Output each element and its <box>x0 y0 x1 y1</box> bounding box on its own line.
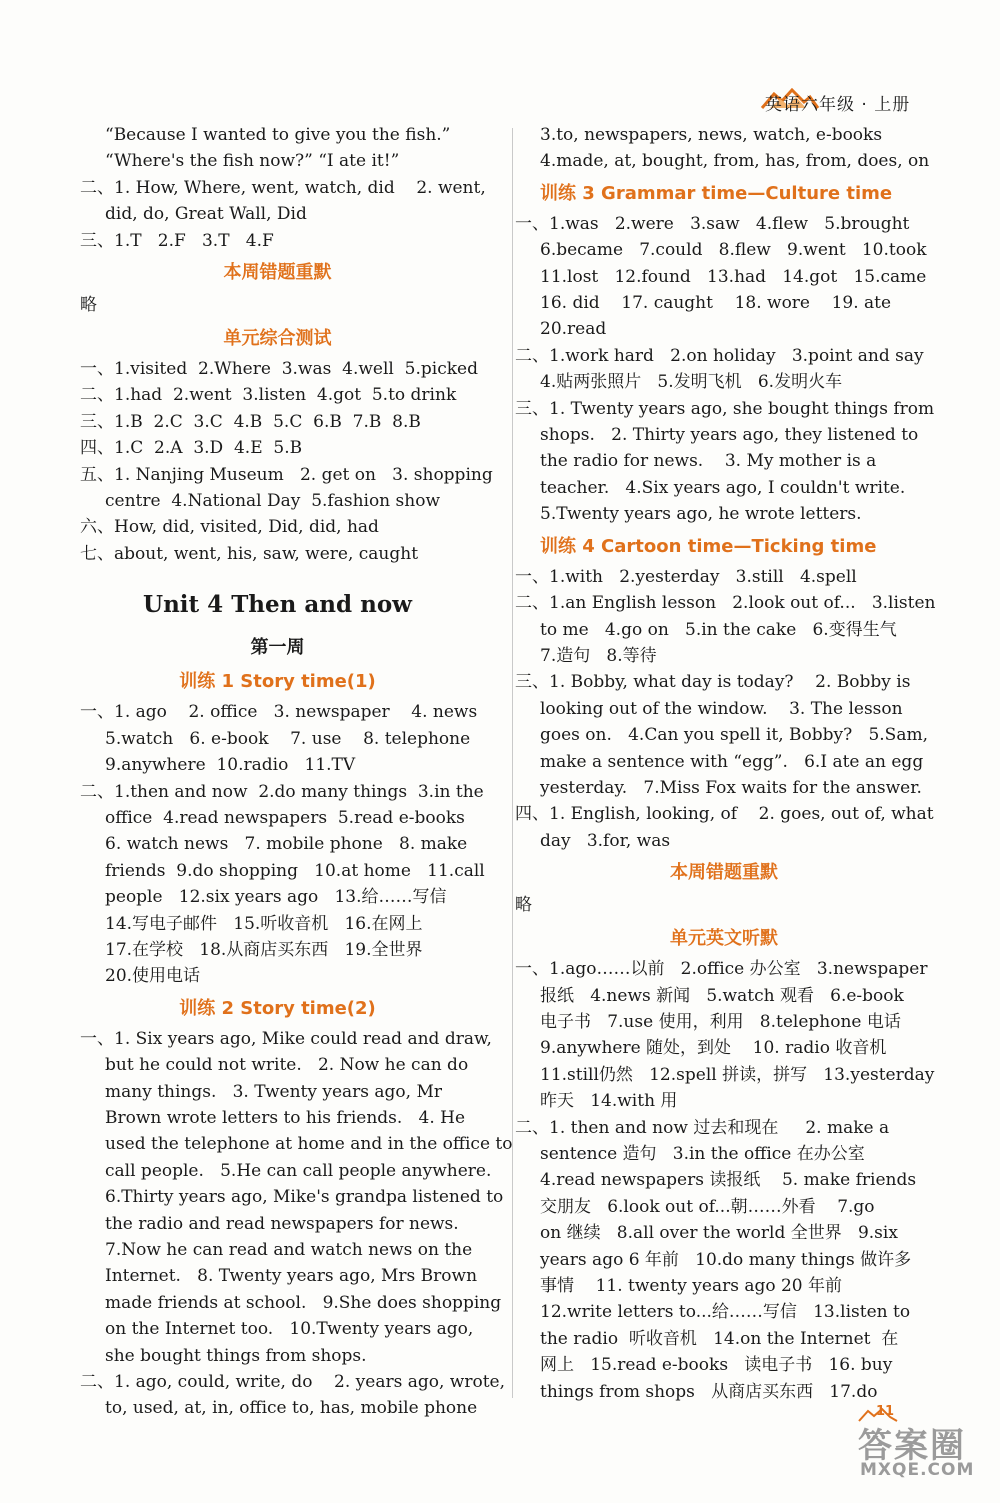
answer-line: people 12.six years ago 13.给……写信 <box>105 887 447 908</box>
section-title-training-2: 训练 2 Story time(2) <box>179 997 376 1019</box>
answer-line: on the Internet too. 10.Twenty years ago, <box>105 1319 474 1340</box>
watermark-url: MXQE.COM <box>860 1460 975 1480</box>
answer-line: 一、1.with 2.yesterday 3.still 4.spell <box>515 566 857 587</box>
answer-line: 4.made, at, bought, from, has, from, does, on <box>540 151 930 172</box>
answer-line: the radio for news. 3. My mother is a <box>540 451 877 472</box>
answer-line: centre 4.National Day 5.fashion show <box>105 491 440 512</box>
answer-line: 4.read newspapers 读报纸 5. make friends <box>540 1170 917 1191</box>
answer-line: 二、1.had 2.went 3.listen 4.got 5.to drink <box>80 385 457 406</box>
answer-line: the radio 听收音机 14.on the Internet 在 <box>540 1328 899 1349</box>
answer-line: day 3.for, was <box>540 830 671 851</box>
section-title-training-1: 训练 1 Story time(1) <box>179 671 376 693</box>
section-title-training-3: 训练 3 Grammar time—Culture time <box>540 182 893 204</box>
answer-line: the radio and read newspapers for news. <box>105 1213 459 1234</box>
answer-line: 五、1. Nanjing Museum 2. get on 3. shopping <box>80 464 493 485</box>
answer-line: 四、1. English, looking, of 2. goes, out of, what <box>515 804 934 825</box>
unit-test-answers <box>80 356 493 567</box>
book-title: 英语六年级 · 上册 <box>765 95 911 115</box>
answer-line: “Because I wanted to give you the fish.” <box>105 125 451 145</box>
answer-line: 报纸 4.news 新闻 5.watch 观看 6.e-book <box>540 985 904 1006</box>
answer-line: 网上 15.read e-books 读电子书 16. buy <box>540 1355 893 1376</box>
answer-line: 二、1. ago, could, write, do 2. years ago, wrote, <box>80 1372 506 1393</box>
answer-block-top-right <box>515 122 933 175</box>
answer-line: many things. 3. Twenty years ago, Mr <box>105 1081 443 1102</box>
answer-line: 6.Thirty years ago, Mike's grandpa listened to <box>105 1187 504 1208</box>
answer-line: used the telephone at home and in the office to <box>105 1134 513 1155</box>
week-title: 第一周 <box>250 637 305 659</box>
answer-line: shops. 2. Thirty years ago, they listened to <box>540 425 919 446</box>
answer-line: on 继续 8.all over the world 全世界 9.six <box>540 1223 898 1244</box>
answer-line: 20.使用电话 <box>105 966 201 987</box>
answer-line: to, used, at, in, office to, has, mobile phone <box>105 1398 478 1419</box>
answer-line: 9.anywhere 随处，到处 10. radio 收音机 <box>540 1038 887 1059</box>
section-title-unit-test: 单元综合测试 <box>223 328 332 350</box>
answer-line: 一、1. ago 2. office 3. newspaper 4. news <box>80 702 478 723</box>
answer-block-top <box>80 122 486 254</box>
answer-line: 三、1. Bobby, what day is today? 2. Bobby is <box>515 672 911 693</box>
answer-line: 二、1.work hard 2.on holiday 3.point and say <box>515 345 924 366</box>
answer-line: 5.Twenty years ago, he wrote letters. <box>540 504 862 525</box>
answer-line: 电子书 7.use 使用，利用 8.telephone 电话 <box>540 1011 901 1032</box>
answer-line: Brown wrote letters to his friends. 4. He <box>105 1107 466 1128</box>
answer-line: 一、1.ago……以前 2.office 办公室 3.newspaper <box>515 959 928 980</box>
answer-line: 6.became 7.could 8.flew 9.went 10.took <box>540 240 927 261</box>
answer-line: 6. watch news 7. mobile phone 8. make <box>105 834 468 855</box>
training-2-answers <box>80 1026 513 1422</box>
answer-line: looking out of the window. 3. The lesson <box>540 698 903 719</box>
answer-line: friends 9.do shopping 10.at home 11.call <box>105 860 485 881</box>
right-column <box>515 122 936 1405</box>
answer-line: 4.贴两张照片 5.发明飞机 6.发明火车 <box>540 372 843 393</box>
section-title-weekly-errors: 本周错题重默 <box>223 262 332 284</box>
answer-line: 12.write letters to...给……写信 13.listen to <box>540 1302 911 1323</box>
answer-line: 7.造句 8.等待 <box>540 645 657 666</box>
answer-line: she bought things from shops. <box>105 1345 367 1366</box>
answer-line: “Where's the fish now?” “I ate it!” <box>105 151 400 172</box>
answer-line: 20.read <box>540 319 607 340</box>
section-title-dictation: 单元英文听默 <box>670 928 778 950</box>
answer-line: 四、1.C 2.A 3.D 4.E 5.B <box>80 438 303 459</box>
answer-line: 二、1. How, Where, went, watch, did 2. went, <box>80 177 486 198</box>
answer-line: to me 4.go on 5.in the cake 6.变得生气 <box>540 619 897 640</box>
answer-line: teacher. 4.Six years ago, I couldn't write. <box>540 477 906 498</box>
training-3-answers <box>515 211 933 528</box>
answer-line: 三、1.B 2.C 3.C 4.B 5.C 6.B 7.B 8.B <box>80 411 421 432</box>
answer-line: 昨天 14.with 用 <box>540 1091 678 1112</box>
omitted-note: 略 <box>515 895 532 916</box>
page-number: 11 <box>876 1404 895 1419</box>
answer-line: 一、1. Six years ago, Mike could read and draw, <box>80 1028 492 1049</box>
answer-line: 六、How, did, visited, Did, did, had <box>80 517 379 538</box>
answer-line: 二、1.then and now 2.do many things 3.in the <box>80 781 484 802</box>
answer-line: 11.lost 12.found 13.had 14.got 15.came <box>540 266 927 287</box>
answer-line: 7.Now he can read and watch news on the <box>105 1240 473 1260</box>
answer-line: 14.写电子邮件 15.听收音机 16.在网上 <box>105 913 423 934</box>
answer-line: 七、about, went, his, saw, were, caught <box>80 543 419 564</box>
answer-line: 11.still仍然 12.spell 拼读，拼写 13.yesterday <box>540 1064 935 1085</box>
answer-line: 二、1. then and now 过去和现在 2. make a <box>515 1117 890 1138</box>
answer-line: did, do, Great Wall, Did <box>105 204 307 225</box>
answer-line: goes on. 4.Can you spell it, Bobby? 5.Sam, <box>540 725 928 746</box>
answer-line: Internet. 8. Twenty years ago, Mrs Brown <box>105 1266 478 1287</box>
answer-line: 三、1.T 2.F 3.T 4.F <box>80 230 274 251</box>
answer-line: made friends at school. 9.She does shopping <box>105 1292 502 1313</box>
answer-line: things from shops 从商店买东西 17.do <box>540 1381 878 1402</box>
answer-line: 事情 11. twenty years ago 20 年前 <box>540 1276 843 1297</box>
answer-line: 一、1.was 2.were 3.saw 4.flew 5.brought <box>515 213 910 234</box>
column-divider <box>512 128 513 1398</box>
answer-line: make a sentence with “egg”. 6.I ate an egg <box>540 751 924 772</box>
left-column <box>80 122 513 1422</box>
answer-line: 17.在学校 18.从商店买东西 19.全世界 <box>105 939 423 960</box>
section-title-training-4: 训练 4 Cartoon time—Ticking time <box>540 535 877 557</box>
answer-line: office 4.read newspapers 5.read e-books <box>105 807 465 828</box>
answer-line: sentence 造句 3.in the office 在办公室 <box>540 1144 865 1164</box>
watermark <box>858 1408 988 1488</box>
answer-line: 一、1.visited 2.Where 3.was 4.well 5.picked <box>80 359 478 380</box>
answer-line: 交朋友 6.look out of...朝……外看 7.go <box>540 1196 875 1217</box>
unit-title: Unit 4 Then and now <box>143 591 412 619</box>
answer-line: yesterday. 7.Miss Fox waits for the answer. <box>540 777 922 798</box>
answer-line: 三、1. Twenty years ago, she bought things from <box>515 398 935 419</box>
omitted-note: 略 <box>80 295 97 316</box>
training-4-answers <box>515 564 936 854</box>
training-1-answers <box>80 699 485 989</box>
watermark-text: 答案圈 <box>858 1426 966 1466</box>
dictation-answers <box>515 956 933 1405</box>
answer-line: call people. 5.He can call people anywhere. <box>105 1160 492 1181</box>
answer-line: but he could not write. 2. Now he can do <box>105 1055 469 1076</box>
answer-line: 16. did 17. caught 18. wore 19. ate <box>540 293 892 314</box>
answer-line: 9.anywhere 10.radio 11.TV <box>105 755 356 776</box>
answer-line: years ago 6 年前 10.do many things 做许多 <box>540 1249 912 1270</box>
answer-line: 3.to, newspapers, news, watch, e-books <box>540 125 883 145</box>
answer-line: 二、1.an English lesson 2.look out of... 3.listen <box>515 593 936 614</box>
section-title-weekly-errors: 本周错题重默 <box>670 862 778 884</box>
answer-line: 5.watch 6. e-book 7. use 8. telephone <box>105 728 471 749</box>
